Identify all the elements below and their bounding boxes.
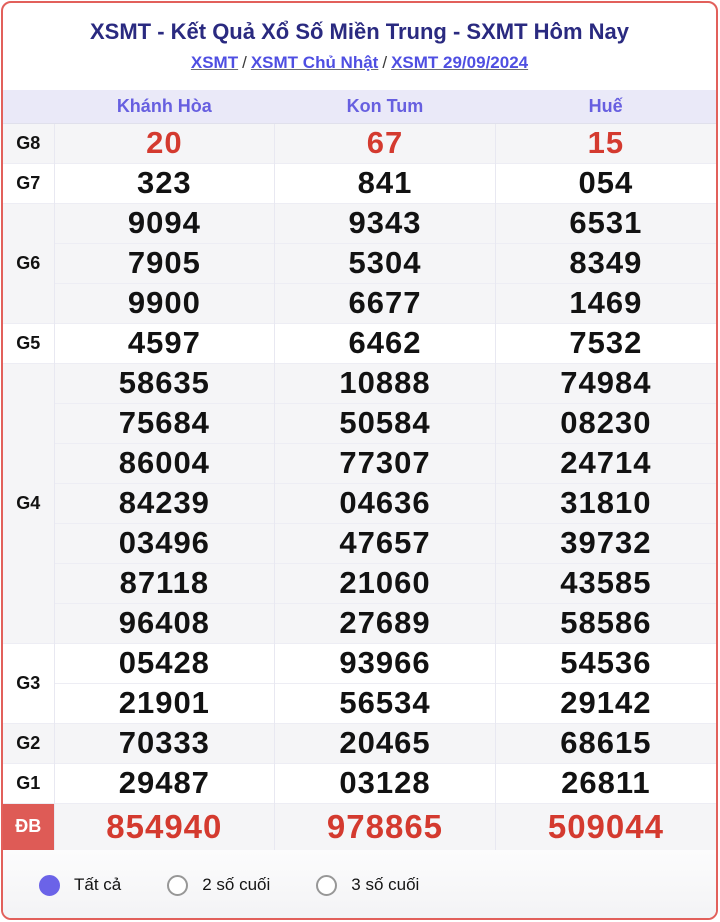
result-cell: 21901 <box>54 683 275 723</box>
result-cell: 70333 <box>54 723 275 763</box>
result-cell: 509044 <box>495 803 716 850</box>
prize-row-g6 <box>3 243 716 283</box>
prize-row-g4 <box>3 523 716 563</box>
column-header-row <box>3 90 716 123</box>
result-cell: 1469 <box>495 283 716 323</box>
column-header-hue: Huế <box>495 90 716 123</box>
radio-selected-icon[interactable] <box>39 875 60 896</box>
result-cell: 84239 <box>54 483 275 523</box>
result-cell: 9094 <box>54 203 275 243</box>
prize-row-g4 <box>3 603 716 643</box>
prize-row-g6 <box>3 283 716 323</box>
result-cell: 7905 <box>54 243 275 283</box>
result-cell: 6462 <box>275 323 496 363</box>
result-cell: 21060 <box>275 563 496 603</box>
result-cell: 24714 <box>495 443 716 483</box>
result-cell: 58635 <box>54 363 275 403</box>
result-cell: 323 <box>54 163 275 203</box>
result-cell: 6677 <box>275 283 496 323</box>
radio-unselected-icon[interactable] <box>316 875 337 896</box>
result-cell: 03496 <box>54 523 275 563</box>
breadcrumb-link-date[interactable]: XSMT 29/09/2024 <box>391 53 529 72</box>
prize-label-g1: G1 <box>3 763 54 803</box>
corner-cell <box>3 90 54 123</box>
prize-row-g5 <box>3 323 716 363</box>
result-cell: 26811 <box>495 763 716 803</box>
prize-label-g3: G3 <box>3 643 54 723</box>
result-cell: 4597 <box>54 323 275 363</box>
result-cell: 56534 <box>275 683 496 723</box>
breadcrumb-link-weekday[interactable]: XSMT Chủ Nhật <box>250 53 379 72</box>
result-cell: 86004 <box>54 443 275 483</box>
result-cell: 08230 <box>495 403 716 443</box>
result-cell: 5304 <box>275 243 496 283</box>
prize-label-g4: G4 <box>3 363 54 643</box>
prize-row-g2 <box>3 723 716 763</box>
result-cell: 20465 <box>275 723 496 763</box>
prize-label-g2: G2 <box>3 723 54 763</box>
result-cell: 15 <box>495 123 716 163</box>
prize-row-g1 <box>3 763 716 803</box>
result-cell: 8349 <box>495 243 716 283</box>
column-header-khanh-hoa: Khánh Hòa <box>54 90 275 123</box>
result-cell: 31810 <box>495 483 716 523</box>
prize-row-g6 <box>3 203 716 243</box>
result-cell: 854940 <box>54 803 275 850</box>
result-cell: 50584 <box>275 403 496 443</box>
result-cell: 29487 <box>54 763 275 803</box>
prize-row-db <box>3 803 716 850</box>
result-cell: 77307 <box>275 443 496 483</box>
result-cell: 39732 <box>495 523 716 563</box>
radio-label: 2 số cuối <box>202 875 271 894</box>
result-cell: 03128 <box>275 763 496 803</box>
radio-unselected-icon[interactable] <box>167 875 188 896</box>
result-cell: 9343 <box>275 203 496 243</box>
display-mode-bar <box>3 850 716 920</box>
prize-label-db: ĐB <box>3 803 54 850</box>
result-cell: 29142 <box>495 683 716 723</box>
lottery-results-card <box>1 1 718 920</box>
result-cell: 54536 <box>495 643 716 683</box>
result-cell: 87118 <box>54 563 275 603</box>
result-cell: 9900 <box>54 283 275 323</box>
prize-row-g8 <box>3 123 716 163</box>
prize-row-g3 <box>3 643 716 683</box>
prize-label-g7: G7 <box>3 163 54 203</box>
result-cell: 04636 <box>275 483 496 523</box>
radio-option-last-3-digits[interactable] <box>316 875 419 896</box>
breadcrumb-link-xsmt[interactable]: XSMT <box>190 53 239 72</box>
prize-row-g7 <box>3 163 716 203</box>
breadcrumb-separator: / <box>382 53 388 72</box>
breadcrumb <box>3 51 716 75</box>
radio-label: Tất cả <box>74 875 122 894</box>
result-cell: 74984 <box>495 363 716 403</box>
result-cell: 68615 <box>495 723 716 763</box>
card-header <box>3 3 716 90</box>
result-cell: 47657 <box>275 523 496 563</box>
result-cell: 20 <box>54 123 275 163</box>
prize-label-g6: G6 <box>3 203 54 323</box>
result-cell: 67 <box>275 123 496 163</box>
result-cell: 05428 <box>54 643 275 683</box>
prize-row-g4 <box>3 363 716 403</box>
result-cell: 43585 <box>495 563 716 603</box>
prize-label-g5: G5 <box>3 323 54 363</box>
radio-option-last-2-digits[interactable] <box>167 875 270 896</box>
result-cell: 10888 <box>275 363 496 403</box>
result-cell: 841 <box>275 163 496 203</box>
result-cell: 75684 <box>54 403 275 443</box>
radio-option-all[interactable] <box>39 875 121 896</box>
result-cell: 978865 <box>275 803 496 850</box>
result-cell: 58586 <box>495 603 716 643</box>
prize-row-g4 <box>3 443 716 483</box>
prize-label-g8: G8 <box>3 123 54 163</box>
page-title: XSMT - Kết Quả Xổ Số Miền Trung - SXMT Hôm Nay <box>89 19 630 44</box>
result-cell: 054 <box>495 163 716 203</box>
prize-row-g3 <box>3 683 716 723</box>
result-cell: 93966 <box>275 643 496 683</box>
prize-row-g4 <box>3 483 716 523</box>
breadcrumb-separator: / <box>242 53 247 72</box>
radio-label: 3 số cuối <box>351 875 420 894</box>
result-cell: 6531 <box>495 203 716 243</box>
result-cell: 27689 <box>275 603 496 643</box>
result-cell: 96408 <box>54 603 275 643</box>
column-header-kon-tum: Kon Tum <box>275 90 496 123</box>
prize-row-g4 <box>3 403 716 443</box>
prize-row-g4 <box>3 563 716 603</box>
results-table <box>3 90 716 850</box>
result-cell: 7532 <box>495 323 716 363</box>
